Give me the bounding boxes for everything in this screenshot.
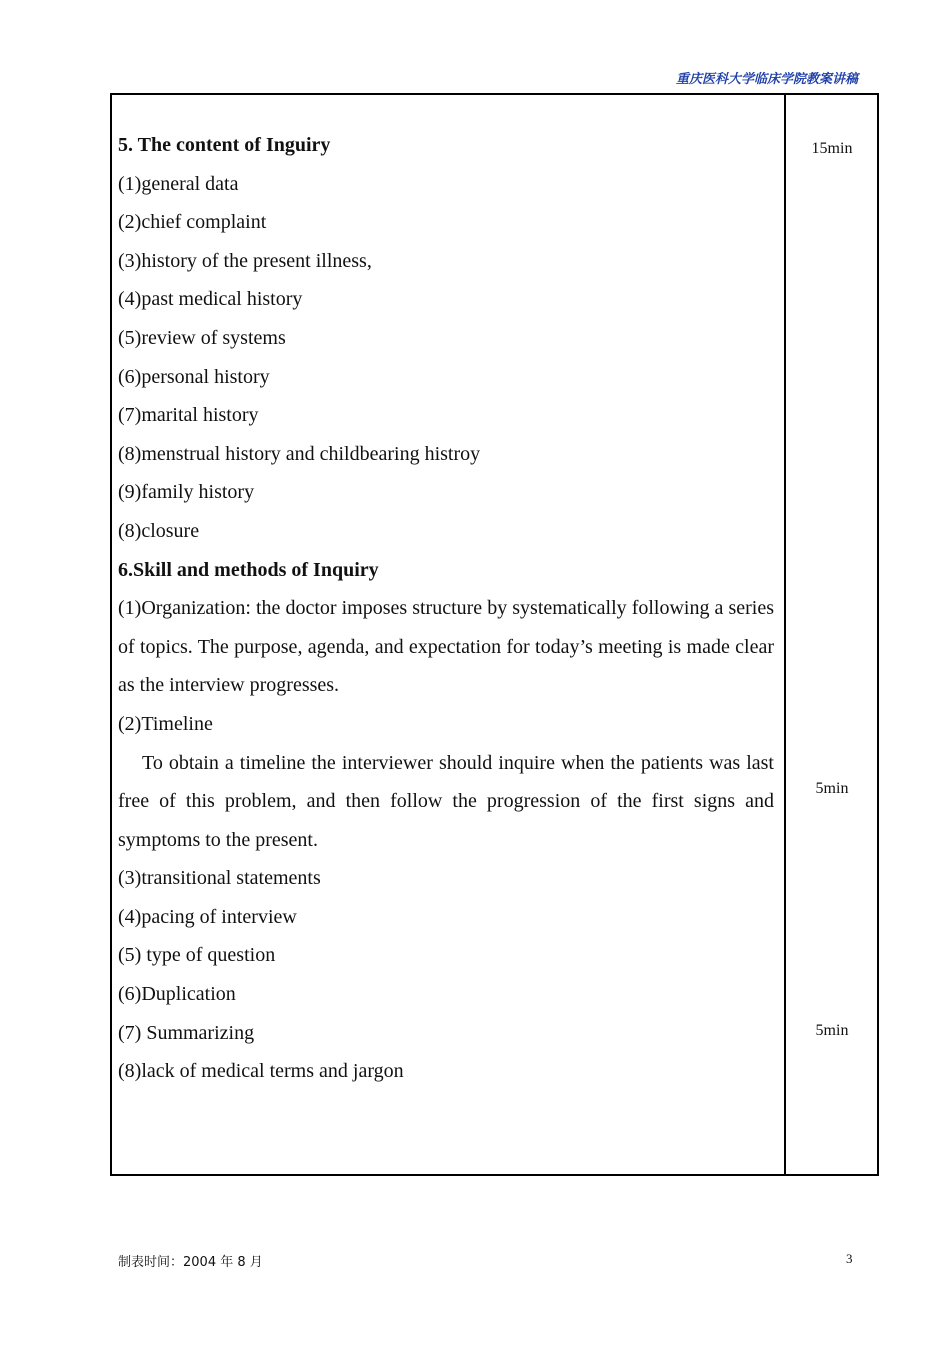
section-5-title: 5. The content of Inguiry — [118, 134, 331, 156]
list-item: (5) type of question — [118, 944, 276, 967]
list-item: (5)review of systems — [118, 326, 286, 349]
list-item: (8)closure — [118, 519, 200, 542]
timeline-label: (2)Timeline — [118, 712, 213, 735]
list-item: (3)history of the present illness, — [118, 249, 372, 272]
column-divider — [784, 95, 786, 1174]
list-item: (1)general data — [118, 172, 239, 195]
section-6-title: 6.Skill and methods of Inquiry — [118, 558, 379, 581]
list-item: (4)pacing of interview — [118, 905, 297, 928]
list-item: (8)lack of medical terms and jargon — [118, 1060, 404, 1083]
time-allotment: 15min — [811, 140, 853, 157]
list-item: (9)family history — [118, 481, 255, 504]
organization-paragraph: (1)Organization: the doctor imposes structure by systematically following a series of topics. The purpose, agenda, and expectation for today’s meeting is made clear as the interview progresses. — [118, 597, 774, 697]
document-header: 重庆医科大学临床学院教案讲稿 — [675, 72, 858, 87]
list-item: (2)chief complaint — [118, 211, 267, 234]
lesson-content — [118, 126, 774, 1091]
time-allotment: 5min — [815, 780, 849, 797]
page-number: 3 — [846, 1251, 853, 1266]
list-item: (3)transitional statements — [118, 867, 321, 890]
list-item: (8)menstrual history and childbearing histroy — [118, 442, 481, 465]
time-allotment: 5min — [815, 1022, 849, 1039]
list-item: (4)past medical history — [118, 288, 303, 311]
list-item: (7) Summarizing — [118, 1021, 255, 1044]
list-item: (7)marital history — [118, 404, 259, 427]
footer-date: 制表时间：2004 年 8 月 — [118, 1255, 263, 1270]
list-item: (6)Duplication — [118, 983, 236, 1006]
list-item: (6)personal history — [118, 365, 270, 388]
timeline-paragraph: To obtain a timeline the interviewer should inquire when the patients was last free of this problem, and then follow the progression of the first signs and symptoms to the present. — [118, 751, 774, 851]
